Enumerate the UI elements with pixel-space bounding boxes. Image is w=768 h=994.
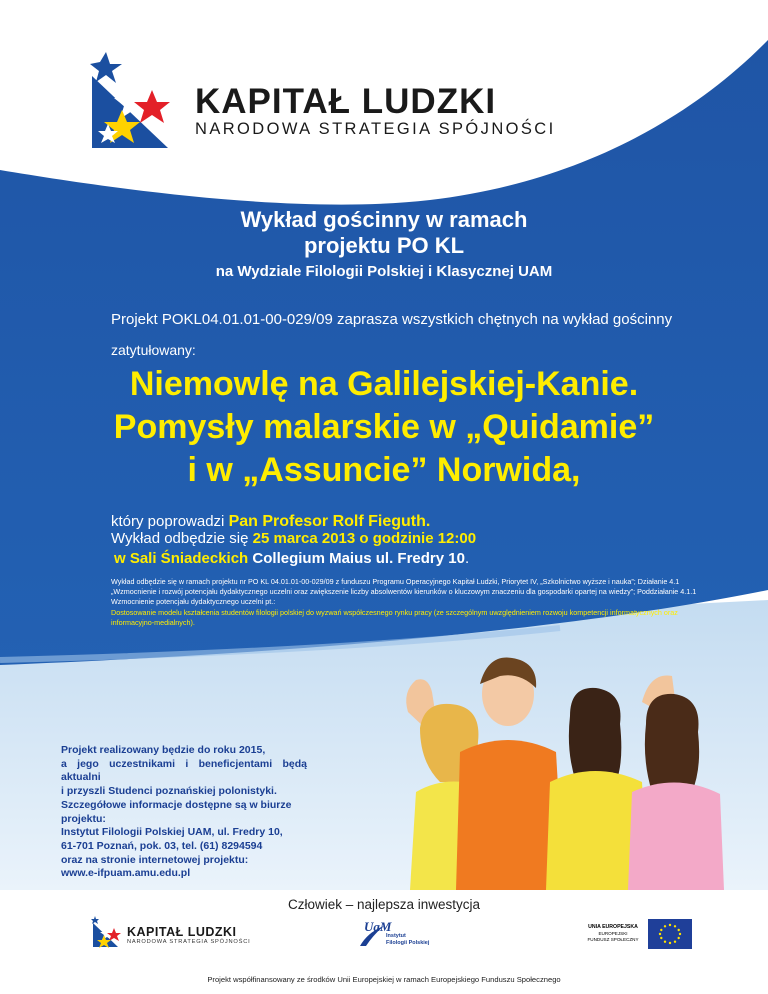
date-line xyxy=(111,530,476,547)
heading-line-2: projektu PO KL xyxy=(303,233,465,258)
info-line: 61-701 Poznań, pok. 03, tel. (61) 8294594 xyxy=(61,839,263,852)
date-prefix: Wykład odbędzie się xyxy=(111,530,249,547)
place-room: w Sali Śniadeckich xyxy=(114,550,249,567)
info-line: Szczegółowe informacje dostępne są w biurze xyxy=(61,798,292,811)
uam-logo-text: UaM xyxy=(364,919,392,934)
date-value: 25 marca 2013 o godzinie 12:00 xyxy=(252,530,477,547)
lecture-title-line-3: i w „Assuncie” Norwida, xyxy=(187,451,581,489)
eu-flag-icon xyxy=(648,919,692,949)
students-photo xyxy=(380,632,768,890)
info-line: Instytut Filologii Polskiej UAM, ul. Fredry 10, xyxy=(61,826,283,839)
place-end: . xyxy=(464,550,470,567)
info-line: Projekt realizowany będzie do roku 2015, xyxy=(61,744,266,756)
project-info xyxy=(61,744,307,881)
speaker-prefix: który poprowadzi xyxy=(111,513,225,530)
invite-text: Projekt POKL04.01.01-00-029/09 zaprasza wszystkich chętnych na wykład gościnny xyxy=(111,311,673,328)
fineprint-2: Dostosowanie modelu kształcenia studentów filologii polskiej do wyzwań współczesnego rynku pracy (ze szczególnym uwzględnieniem rozwoju kompetencji informatycznych oraz informacyjno-medialnych). xyxy=(111,608,678,627)
student-4 xyxy=(628,676,724,890)
place-line xyxy=(114,550,469,567)
footer-program-subtitle: NARODOWA STRATEGIA SPÓJNOŚCI xyxy=(127,939,251,945)
cofinance-note: Projekt współfinansowany ze środków Unii Europejskiej w ramach Europejskiego Funduszu Społecznego xyxy=(207,975,561,984)
uam-institute: Instytut xyxy=(386,933,406,939)
kapital-ludzki-logo-icon xyxy=(80,48,190,153)
slogan: Człowiek – najlepsza inwestycja xyxy=(287,897,481,912)
program-subtitle: NARODOWA STRATEGIA SPÓJNOŚCI xyxy=(195,120,556,138)
lecture-title-line-2: Pomysły malarskie w „Quidamie” xyxy=(113,408,655,446)
place-building: Collegium Maius ul. Fredry 10 xyxy=(252,550,465,567)
info-line: a jego uczestnikami i beneficjentami będą aktualni xyxy=(61,757,307,784)
heading-line-3: na Wydziale Filologii Polskiej i Klasycznej UAM xyxy=(215,263,553,280)
info-line: oraz na stronie internetowej projektu: xyxy=(61,853,249,866)
kapital-ludzki-small-logo-icon xyxy=(90,915,124,949)
uam-philology: Filologii Polskiej xyxy=(386,940,430,946)
info-line: projektu: xyxy=(61,812,106,825)
footer-program-title: KAPITAŁ LUDZKI xyxy=(127,925,237,939)
info-url: www.e-ifpuam.amu.edu.pl xyxy=(61,867,191,880)
heading-line-1: Wykład gościnny w ramach xyxy=(240,207,528,232)
eu-fund-line-2: FUNDUSZ SPOŁECZNY xyxy=(587,937,639,942)
eu-fund-line-1: EUROPEJSKI xyxy=(598,931,628,936)
speaker-line xyxy=(111,513,430,531)
lecture-title-line-1: Niemowlę na Galilejskiej-Kanie. xyxy=(129,365,639,403)
speaker-name: Pan Profesor Rolf Fieguth. xyxy=(228,513,431,530)
eu-title: UNIA EUROPEJSKA xyxy=(588,924,638,930)
info-line: i przyszli Studenci poznańskiej polonistyki. xyxy=(61,785,277,798)
invite-text-2: zatytułowany: xyxy=(111,342,196,358)
fineprint-1: Wykład odbędzie się w ramach projektu nr PO KL 04.01.01-00-029/09 z funduszu Programu Operacyjnego Kapitał Ludzki, Priorytet IV, „Szkolnictwo wyższe i nauka”; Działanie 4.1 „Wzmocnienie i rozwój potencjału dydaktycznego uczelni oraz zwiększenie liczby absolwentów kierunków o kluczowym znaczeniu dla gospodarki opartej na wiedzy”; Poddziałanie 4.1.1 Wzmocnienie potencjału dydaktycznego uczelni pt.: xyxy=(111,577,697,606)
program-title: KAPITAŁ LUDZKI xyxy=(195,82,497,121)
